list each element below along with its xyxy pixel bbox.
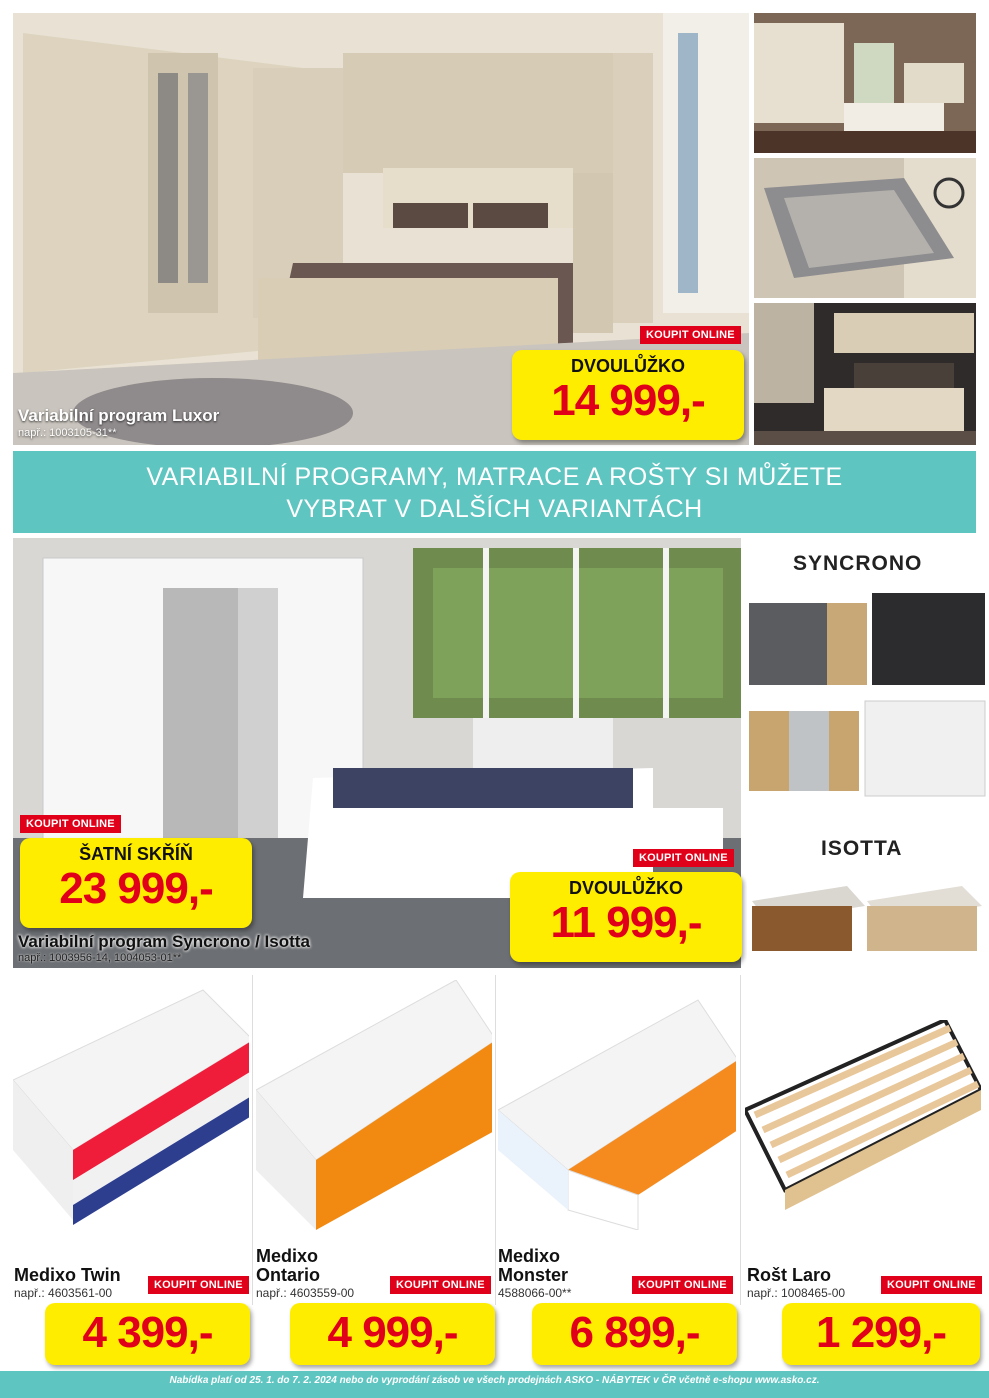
wardrobe-price-tag — [20, 838, 252, 928]
wardrobe-buy-online-button[interactable]: KOUPIT ONLINE — [20, 815, 121, 833]
product-4-price: 1 299,- — [816, 1308, 946, 1357]
luxor-buy-online-button[interactable]: KOUPIT ONLINE — [640, 326, 741, 344]
product-4-sku: např.: 1008465-00 — [747, 1286, 846, 1300]
bed-buy-online-button[interactable]: KOUPIT ONLINE — [633, 849, 734, 867]
product-2-name-line1: Medixo — [256, 1246, 319, 1266]
luxor-room-illustration — [754, 13, 976, 153]
syncrono-variants-image — [747, 583, 987, 808]
product-1-price-tag — [45, 1303, 250, 1365]
product-3-name — [498, 1247, 568, 1285]
luxor-price-tag — [512, 350, 744, 440]
product-4-price-tag — [782, 1303, 980, 1365]
product-3-price: 6 899,- — [569, 1308, 700, 1357]
product-1-buy-online-button[interactable]: KOUPIT ONLINE — [148, 1276, 249, 1294]
product-card-1 — [13, 980, 249, 1265]
product-2-price-tag — [290, 1303, 495, 1365]
product-2-price: 4 999,- — [327, 1308, 458, 1357]
luxor-thumb-drawer — [754, 158, 976, 298]
product-2-name — [256, 1247, 320, 1285]
product-3-buy-online-button[interactable]: KOUPIT ONLINE — [632, 1276, 733, 1294]
product-2-buy-online-button[interactable]: KOUPIT ONLINE — [390, 1276, 491, 1294]
syncrono-sku: např.: 1003956-14, 1004053-01** — [18, 952, 182, 964]
bed-tag-label: DVOULŮŽKO — [569, 878, 683, 898]
products-divider-3 — [740, 975, 741, 1305]
luxor-price: 14 999,- — [551, 376, 705, 425]
luxor-tag-label: DVOULŮŽKO — [571, 356, 685, 376]
info-banner — [13, 451, 976, 533]
luxor-thumb-room — [754, 13, 976, 153]
product-4-name-line1: Rošt Laro — [747, 1265, 832, 1285]
product-2-sku: např.: 4603559-00 — [256, 1286, 355, 1300]
product-1-name — [14, 1266, 121, 1285]
luxor-sku: např.: 1003105-31** — [18, 427, 117, 439]
wardrobe-tag-label: ŠATNÍ SKŘÍŇ — [79, 844, 193, 864]
luxor-thumb-dark-room — [754, 303, 976, 445]
product-3-name-line1: Medixo — [498, 1246, 561, 1266]
mattress-twin-image — [13, 980, 249, 1230]
product-3-name-line2: Monster — [498, 1265, 569, 1285]
dark-room-illustration — [754, 303, 976, 445]
luxor-title: Variabilní program Luxor — [18, 406, 220, 425]
product-3-sku: 4588066-00** — [498, 1286, 572, 1300]
product-card-3 — [498, 980, 736, 1240]
products-divider-2 — [495, 975, 496, 1305]
product-4-buy-online-button[interactable]: KOUPIT ONLINE — [881, 1276, 982, 1294]
product-4-name — [747, 1266, 831, 1285]
isotta-variants-image — [747, 866, 987, 966]
product-1-name-line1: Medixo Twin — [14, 1265, 121, 1285]
syncrono-title: Variabilní program Syncrono / Isotta — [18, 932, 310, 951]
product-card-2 — [256, 980, 492, 1240]
mattress-ontario-image — [256, 980, 492, 1230]
bed-price: 11 999,- — [550, 898, 702, 947]
product-1-sku: např.: 4603561-00 — [14, 1286, 113, 1300]
banner-line-2: VYBRAT V DALŠÍCH VARIANTÁCH — [286, 495, 703, 523]
isotta-heading: ISOTTA — [821, 837, 903, 860]
bed-price-tag — [510, 872, 742, 962]
product-card-4 — [745, 1020, 981, 1235]
syncrono-heading: SYNCRONO — [793, 552, 923, 575]
bed-variants-illustration — [747, 866, 987, 966]
product-1-price: 4 399,- — [82, 1308, 213, 1357]
product-3-price-tag — [532, 1303, 737, 1365]
banner-line-1: VARIABILNÍ PROGRAMY, MATRACE A ROŠTY SI MŮŽETE — [146, 463, 843, 491]
mattress-monster-image — [498, 980, 736, 1230]
slatted-frame-image — [745, 1020, 981, 1235]
product-2-name-line2: Ontario — [256, 1265, 321, 1285]
wardrobe-price: 23 999,- — [59, 864, 213, 913]
footer-disclaimer: Nabídka platí od 25. 1. do 7. 2. 2024 nebo do vyprodání zásob ve všech prodejnách ASKO - NÁBYTEK v ČR včetně e-shopu www.asko.cz. — [0, 1371, 989, 1398]
drawer-illustration — [754, 158, 976, 298]
products-divider-1 — [252, 975, 253, 1305]
wardrobe-variants-illustration — [747, 583, 987, 808]
